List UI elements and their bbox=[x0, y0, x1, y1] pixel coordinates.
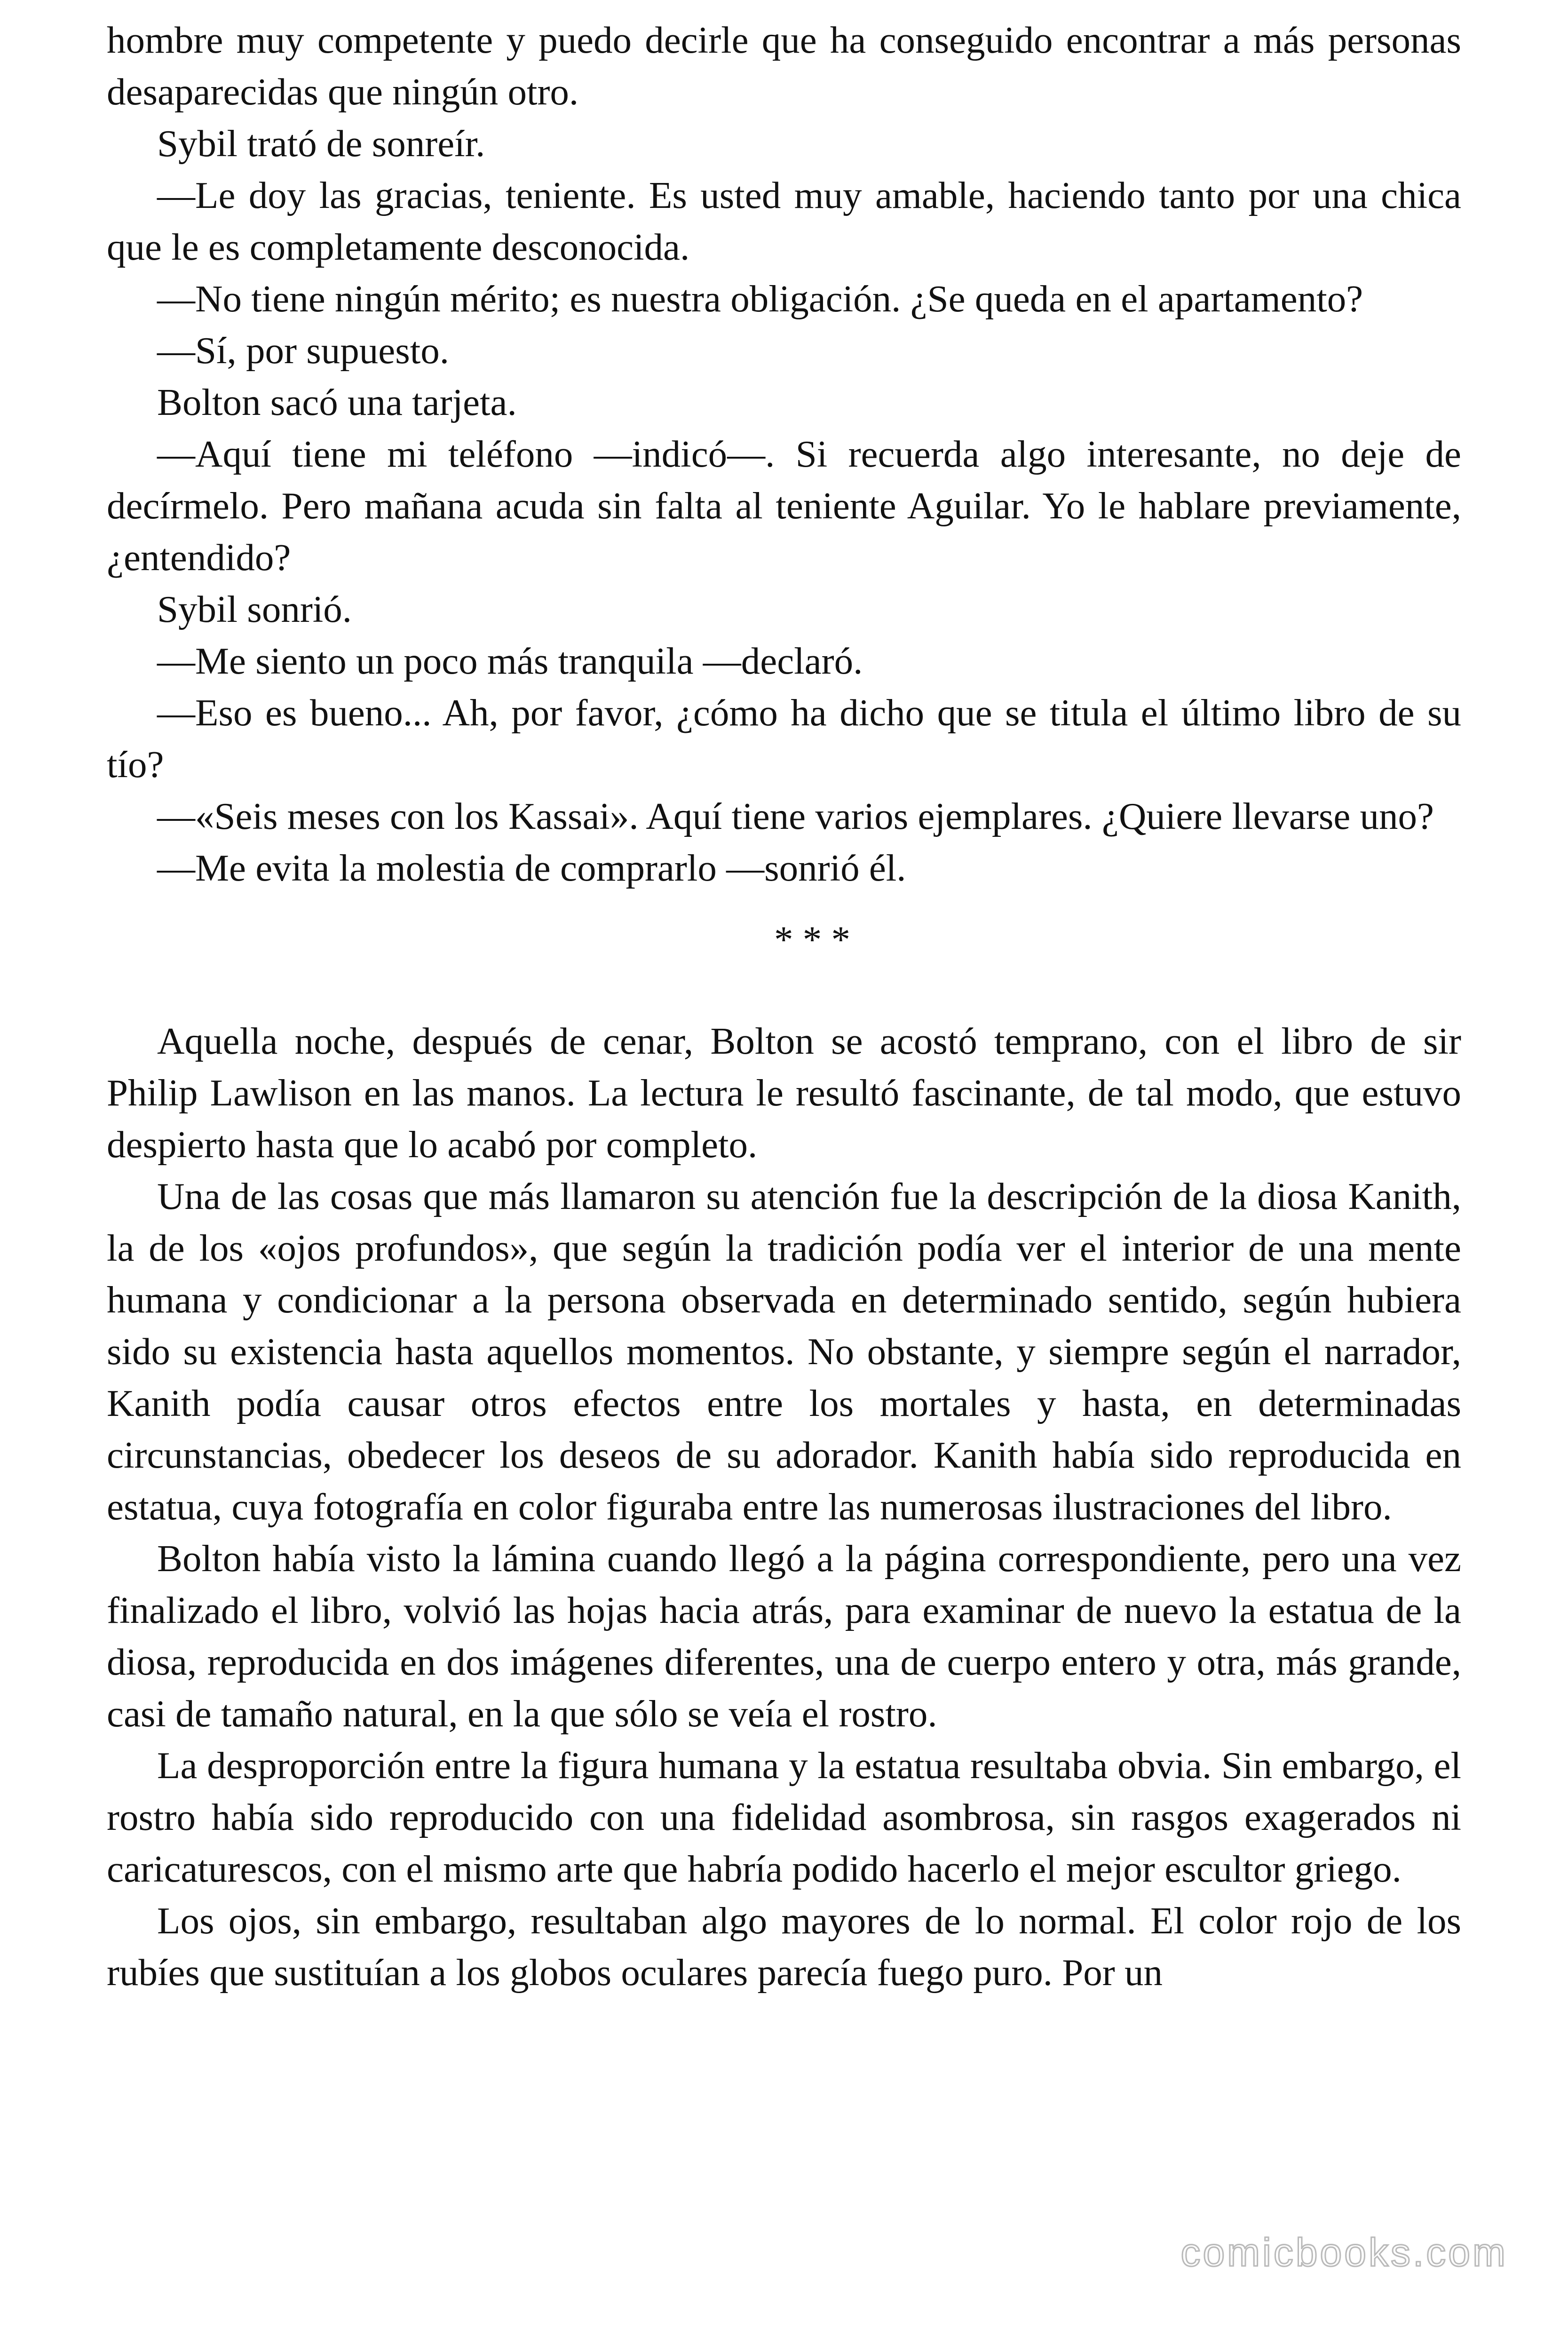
paragraph: Sybil sonrió. bbox=[157, 588, 352, 630]
paragraph: Una de las cosas que más llamaron su atención fue la descripción de la diosa Kanith, la de los «ojos profundos», que según la tradición podía ver el interior de una mente humana y condicionar a la persona observada en determinado sentido, según hubiera sido su existencia hasta aquellos momentos. No obstante, y siempre según el narrador, Kanith podía causar otros efectos entre los mortales y hasta, en determinadas circunstancias, obedecer los deseos de su adorador. Kanith había sido reproducida en estatua, cuya fotografía en color figuraba entre las numerosas ilustraciones del libro. bbox=[107, 1175, 1461, 1528]
page-text bbox=[107, 14, 1461, 1998]
paragraph: —Aquí tiene mi teléfono —indicó—. Si recuerda algo interesante, no deje de decírmelo. Pero mañana acuda sin falta al teniente Aguilar. Yo le hablare previamente, ¿entendido? bbox=[107, 433, 1461, 579]
watermark: comicbooks.com bbox=[1180, 2230, 1508, 2274]
paragraph: Bolton había visto la lámina cuando llegó a la página correspondiente, pero una vez finalizado el libro, volvió las hojas hacia atrás, para examinar de nuevo la estatua de la diosa, reproducida en dos imágenes diferentes, una de cuerpo entero y otra, más grande, casi de tamaño natural, en la que sólo se veía el rostro. bbox=[107, 1537, 1461, 1735]
text-section-bottom bbox=[107, 1015, 1461, 1998]
text-section-top bbox=[107, 14, 1461, 894]
paragraph: —«Seis meses con los Kassai». Aquí tiene varios ejemplares. ¿Quiere llevarse uno? bbox=[157, 795, 1434, 837]
paragraph: Bolton sacó una tarjeta. bbox=[157, 381, 517, 423]
paragraph: hombre muy competente y puedo decirle que ha conseguido encontrar a más personas desaparecidas que ningún otro. bbox=[107, 19, 1461, 113]
paragraph: Los ojos, sin embargo, resultaban algo mayores de lo normal. El color rojo de los rubíes que sustituían a los globos oculares parecía fuego puro. Por un bbox=[107, 1899, 1461, 1994]
paragraph: —Le doy las gracias, teniente. Es usted muy amable, haciendo tanto por una chica que le es completamente desconocida. bbox=[107, 174, 1461, 268]
paragraph: Aquella noche, después de cenar, Bolton se acostó temprano, con el libro de sir Philip Lawlison en las manos. La lectura le resultó fascinante, de tal modo, que estuvo despierto hasta que lo acabó por completo. bbox=[107, 1020, 1461, 1166]
paragraph: Sybil trató de sonreír. bbox=[157, 122, 485, 165]
scene-separator: * * * bbox=[774, 918, 850, 961]
paragraph: —Me siento un poco más tranquila —declaró. bbox=[157, 640, 863, 682]
paragraph: —No tiene ningún mérito; es nuestra obligación. ¿Se queda en el apartamento? bbox=[157, 278, 1363, 320]
paragraph: La desproporción entre la figura humana y la estatua resultaba obvia. Sin embargo, el rostro había sido reproducido con una fidelidad asombrosa, sin rasgos exagerados ni caricaturescos, con el mismo arte que habría podido hacerlo el mejor escultor griego. bbox=[107, 1744, 1461, 1890]
paragraph: —Me evita la molestia de comprarlo —sonrió él. bbox=[157, 847, 906, 889]
paragraph: —Eso es bueno... Ah, por favor, ¿cómo ha dicho que se titula el último libro de su tío? bbox=[107, 691, 1461, 786]
paragraph: —Sí, por supuesto. bbox=[157, 329, 450, 372]
